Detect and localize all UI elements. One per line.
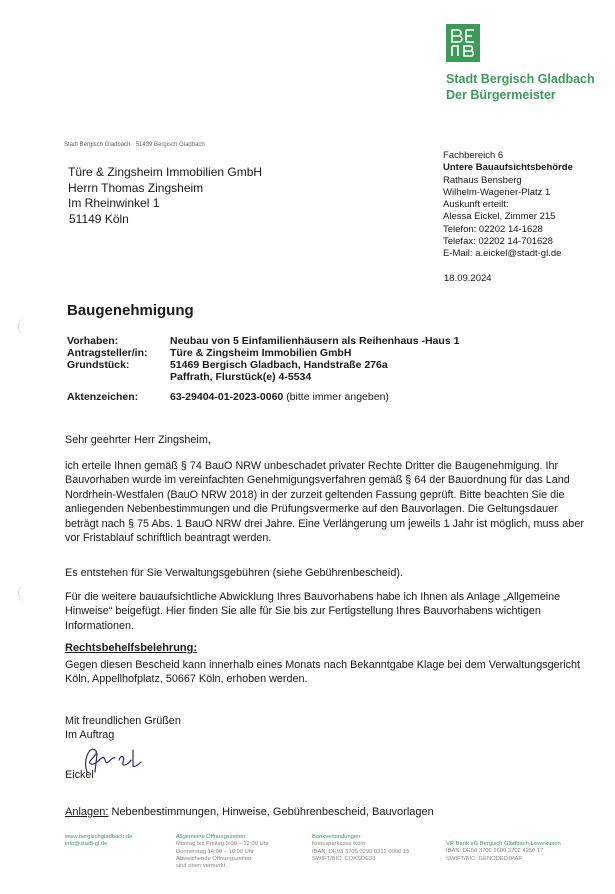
info-building: Rathaus Bensberg [443,174,522,186]
legal-remedy-heading: Rechtsbehelfsbelehrung: [65,642,198,654]
hole-punch-mark [18,584,37,602]
signature-name: Eickel [65,769,94,781]
footer-bank-1-bic: SWIFT/BIC: COKSDE33 [312,855,376,862]
paragraph-approval: ich erteile Ihnen gemäß § 74 BauO NRW unbeschadet privater Rechte Dritter die Baugenehmigung. Ihr Bauvorhaben wurde im vereinfachten Genehmigungsverfahren gemäß § 64 der Bauordnung für das Land Nordrhein-Westfalen (BauO NRW 2018) in der zurzeit geltenden Fassung geprüft. Bitte beachten Sie die anliegenden Nebenbestimmungen und die Prüfungsvermerke auf den Bauvorlagen. Die Geltungsdauer beträgt nach § 75 Abs. 1 BauO NRW drei Jahre. Eine Verlängerung um jeweils 1 Jahr ist möglich, muss aber vor Fristablauf schriftlich beantragt werden. [65,460,584,545]
info-email: E-Mail: a.eickel@stadt-gl.de [443,248,562,260]
org-name [446,71,595,103]
footer-bank-1 [312,834,409,863]
footer-contact [65,834,132,849]
letter-date: 18.09.2024 [444,273,492,284]
antrag-label: Antragsteller/in: [67,347,148,359]
recipient-person: Herrn Thomas Zingsheim [68,180,204,195]
footer-bank-2-name: VR Bank eG Bergisch Gladbach-Leverkusen [446,841,561,847]
footer-hours-4: sind oben vermerkt. [176,863,227,870]
row-grund-2 [67,371,587,383]
vorhaben-value: Neubau von 5 Einfamilienhäusern als Reihenhaus -Haus 1 [170,335,460,347]
attachments-label: Anlagen: [65,806,109,818]
sender-line: Stadt Bergisch Gladbach · 51439 Bergisch Gladbach [64,142,205,148]
closing-auftrag: Im Auftrag [65,729,115,742]
info-authority: Untere Bauaufsichtsbehörde [443,162,573,174]
recipient-address [68,165,262,227]
antrag-value: Türe & Zingsheim Immobilien GmbH [170,347,352,359]
vorhaben-label: Vorhaben: [67,335,119,347]
footer-hours-2: Donnerstag 14:00 – 18:00 Uhr [176,848,254,855]
attachments [65,806,434,818]
org-line2: Der Bürgermeister [446,88,556,102]
footer-bank-2-iban: IBAN: DE50 3706 2600 3702 4250 17 [446,848,544,855]
info-street: Wilhelm-Wagener-Platz 1 [443,186,551,198]
footer-mail[interactable]: info@stadt-gl.de [65,841,108,848]
legal-remedy-text: Gegen diesen Bescheid kann innerhalb eines Monats nach Bekanntgabe Klage bei dem Verwaltungsgericht Köln, Appellhofplatz, 50667 Köln, erhoben werden. [65,659,580,686]
info-phone: Telefon: 02202 14-1628 [443,223,543,235]
grund-value-2: Paffrath, Flurstück(e) 4-5534 [170,371,312,383]
footer-hours [176,834,269,870]
row-grund [67,359,587,371]
footer-bank-2-bic: SWIFT/BIC: GENODED1PAF [446,855,522,862]
footer-hours-head: Allgemeine Öffnungszeiten: [176,834,247,840]
footer-bank-2 [446,841,561,863]
aktz-value: 63-29404-01-2023-0060 [170,391,284,403]
org-line1: Stadt Bergisch Gladbach [446,72,595,86]
paragraph-fees: Es entstehen für Sie Verwaltungsgebühren (siehe Gebührenbescheid). [65,567,403,579]
attachments-list: Nebenbestimmungen, Hinweise, Gebührenbescheid, Bauvorlagen [111,806,434,818]
recipient-city: 51149 Köln [69,211,129,226]
recipient-company: Türe & Zingsheim Immobilien GmbH [68,165,263,179]
city-logo [446,24,480,62]
info-person: Alessa Eickel, Zimmer 215 [443,211,556,223]
row-antrag [67,347,587,359]
footer-hours-1: Montag bis Freitag 9:00 – 12:00 Uhr [176,841,269,848]
aktz-note: (bitte immer angeben) [286,391,389,403]
info-auskunft: Auskunft erteilt: [443,199,509,211]
info-dept: Fachbereich 6 [443,150,504,161]
closing-greeting: Mit freundlichen Grüßen [65,715,181,727]
recipient-street: Im Rheinwinkel 1 [68,196,160,210]
info-block [443,150,573,261]
paragraph-notes: Für die weitere bauaufsichtliche Abwicklung Ihres Bauvorhabens habe ich Ihnen als Anlage „Allgemeine Hinweise“ beigefügt. Hier finden Sie alle für Sie bis zur Fertigstellung Ihres Bauvorhabens wichtigen Informationen. [65,591,561,632]
document-title: Baugenehmigung [67,302,194,319]
footer-bank-1-iban: IBAN: DE93 3705 0299 0312 0000 15 [312,848,410,855]
row-vorhaben [67,335,587,347]
aktz-label: Aktenzeichen: [67,391,139,403]
hole-punch-mark [18,318,37,336]
grund-label: Grundstück: [67,359,130,371]
footer-bank-head: Bankverbindungen: [312,834,362,840]
footer-hours-3: Abweichende Öffnungszeiten [176,855,252,862]
closing [65,714,181,742]
aktz-value-wrap [170,391,389,403]
footer-web[interactable]: www.bergischgladbach.de [65,834,133,840]
info-fax: Telefax: 02202 14-701628 [443,236,553,248]
salutation: Sehr geehrter Herr Zingsheim, [65,434,211,446]
bergisch-gladbach-crest-icon [446,24,480,62]
footer-bank-1-name: Kreissparkasse Köln [312,841,365,848]
case-details [67,335,587,383]
grund-value-1: 51469 Bergisch Gladbach, Handstraße 276a [170,359,388,371]
